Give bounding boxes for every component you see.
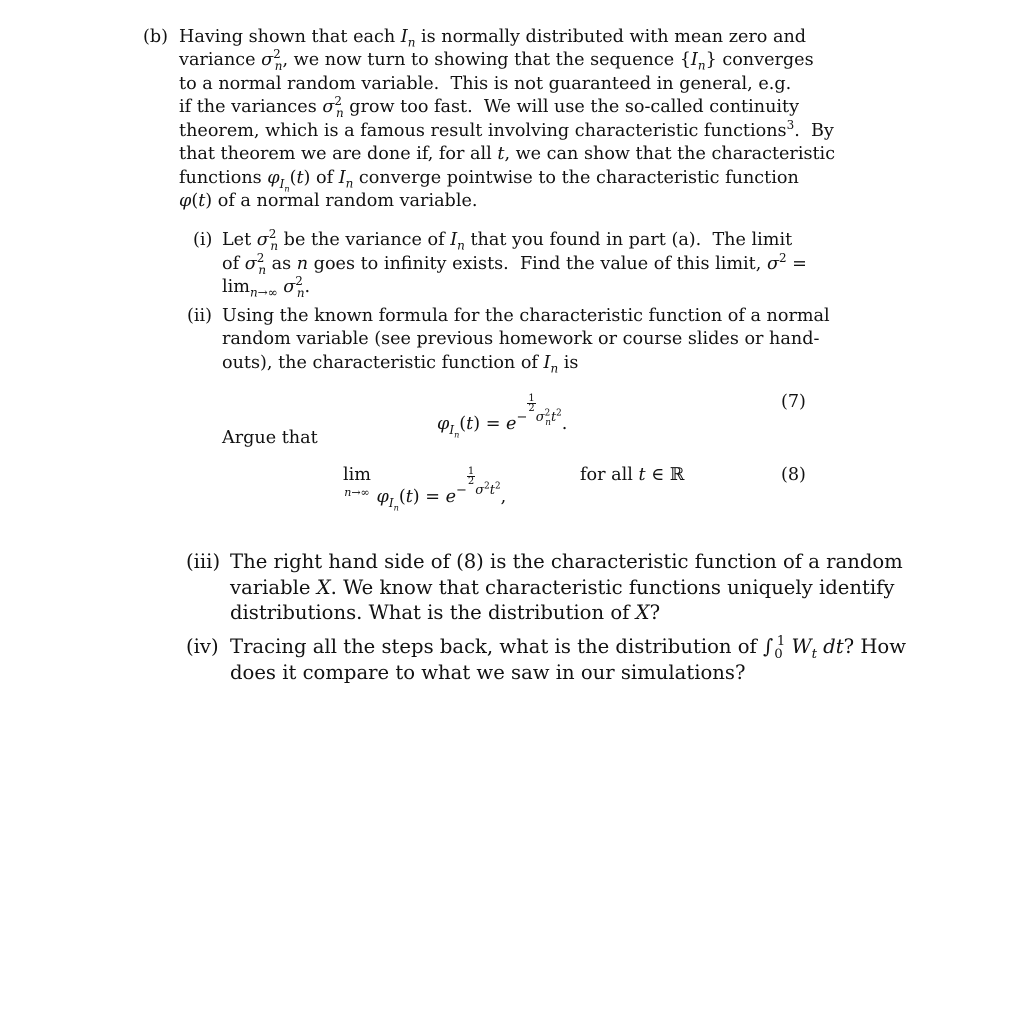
cropped-text-remnant xyxy=(222,509,452,514)
part-ii-line-3: outs), the characteristic function of $I_n$ is xyxy=(222,353,579,376)
part-b-label: (b) xyxy=(143,27,168,47)
part-b-line-3: to a normal random variable. This is not guaranteed in general, e.g. xyxy=(179,74,792,94)
part-i-line-2: of $\sigma^2_n$ as n goes to infinity exists. Find the value of this limit, $\sigma^2$ = xyxy=(222,251,807,277)
part-i-label: (i) xyxy=(193,230,213,250)
part-ii-line-1: Using the known formula for the characteristic function of a normal xyxy=(222,306,830,326)
equation-8-number: (8) xyxy=(781,465,806,485)
part-iii-line-1: The right hand side of (8) is the characteristic function of a random xyxy=(230,550,903,573)
part-b-line-1: Having shown that each $I_n$ is normally distributed with mean zero and xyxy=(179,27,807,50)
part-b-line-5: theorem, which is a famous result involving characteristic functions$^3$. By xyxy=(179,118,834,141)
part-iii-line-3: distributions. What is the distribution of X? xyxy=(230,601,661,624)
part-iii-label: (iii) xyxy=(186,550,221,573)
part-iii-line-2: variable X. We know that characteristic functions uniquely identify xyxy=(230,576,895,599)
part-iv-line-2: does it compare to what we saw in our simulations? xyxy=(230,661,746,684)
part-b-line-7: functions $\varphi_{I_n}(t)$ of $I_n$ converge pointwise to the characteristic function xyxy=(179,168,799,193)
part-i-line-1: Let $\sigma^2_n$ be the variance of $I_n$ that you found in part (a). The limit xyxy=(222,227,793,253)
equation-7: $\varphi_{I_n}(t) = e^{- \frac{1}{2} \sigma^2_nt^2}$. xyxy=(437,393,568,439)
part-ii-line-2: random variable (see previous homework or course slides or hand- xyxy=(222,329,820,349)
part-b-line-4: if the variances $\sigma^2_n$ grow too fast. We will use the so-called continuity xyxy=(179,94,800,120)
part-iv-label: (iv) xyxy=(186,635,219,658)
part-i-line-3: $\lim_{n\to\infty} \sigma^2_n$. xyxy=(222,274,311,300)
equation-8: lim n→∞ $\varphi_{I_n}(t) = e^{- \frac{1}{2} \sigma^2t^2}$, xyxy=(343,465,507,512)
part-b-line-6: that theorem we are done if, for all t, we can show that the characteristic xyxy=(179,144,836,164)
argue-text: Argue that xyxy=(222,428,318,448)
equation-8-condition: for all t ∈ ℝ xyxy=(580,465,685,485)
equation-7-number: (7) xyxy=(781,392,806,412)
part-b-line-2: variance $\sigma^2_n$, we now turn to showing that the sequence $\{I_n\}$ converges xyxy=(179,47,814,73)
part-ii-label: (ii) xyxy=(187,306,212,326)
part-b-line-8: φ(t) of a normal random variable. xyxy=(179,191,478,211)
part-iv-line-1: Tracing all the steps back, what is the distribution of $\int_0^1$ $W_t$ dt? How xyxy=(230,634,906,662)
